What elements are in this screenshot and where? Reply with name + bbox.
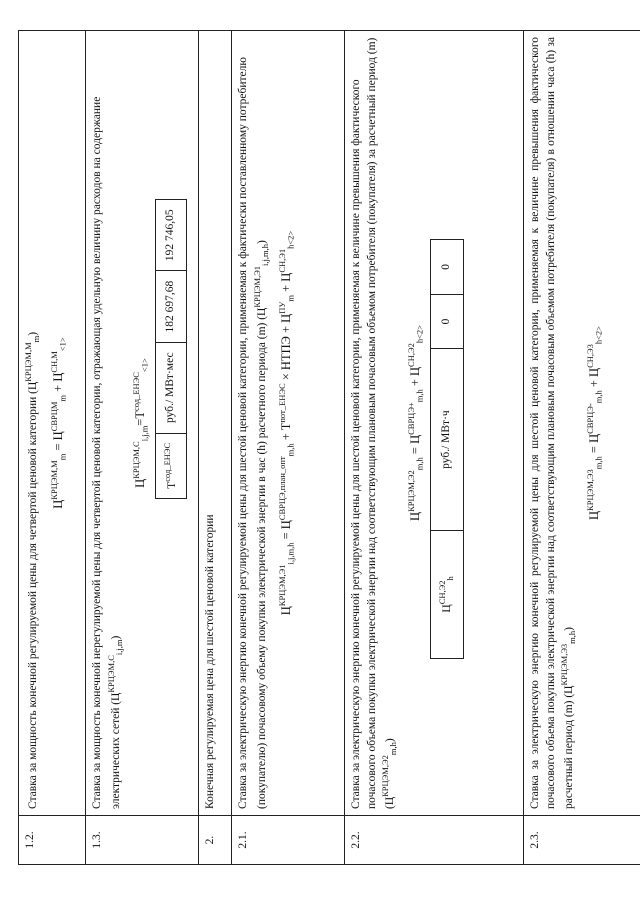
value-unit: руб./ МВт·мес — [156, 342, 187, 433]
table-row — [86, 31, 199, 865]
table-row — [524, 31, 640, 865]
value-table — [430, 239, 464, 659]
row-description: Ставка за электрическую энергию конечной регулируемой цены для шестой ценовой категории, применяемая к величине превышения фактического почасового объема покупки электрической энергии над соответствующим плановым почасовым объемом потребителя (покупателя) за расчетный период (m) $(Ц^{КРЦЭМ,Э2}_{m,h})$ — [350, 37, 399, 809]
row-number: 2.2. — [345, 816, 524, 865]
value-label: $Ц^{СН,Э2}_h$ — [430, 530, 463, 658]
value-2: 0 — [430, 240, 463, 295]
value-table — [155, 199, 187, 499]
value-1: 182 697,68 — [156, 271, 187, 342]
table-row — [345, 31, 524, 865]
formula: $Ц^{КРЦЭМ,Э1}_{i,j,m,h} = Ц^{СВРЦЭ,план\_опт}_{m,h} + T^{пот\_ЕНЭС}$ × НТПЭ + $Ц^{ПУ}_m + Ц^{СН,Э1}_{h<2>}$ — [277, 230, 296, 616]
table-row — [19, 31, 86, 865]
row-number: 1.3. — [86, 816, 199, 865]
row-description: Ставка за электрическую энергию конечной регулируемой цены для шестой ценовой категории, применяемая к величине превышения фактического почасового объема покупки электрической энергии над соответствующим плановым почасовым объемом потребителя (покупателя) в отношении часа (h) за расчетный период (m) $(Ц^{КРЦЭМ,Э3}_{m,h})$ — [529, 37, 578, 809]
row-content — [345, 31, 524, 816]
value-2: 192 746,05 — [156, 200, 187, 271]
row-number: 2.3. — [524, 816, 640, 865]
table-row — [232, 31, 345, 865]
value-label: $T^{сод\_ЕНЭС}$ — [156, 433, 187, 498]
row-number: 1.2. — [19, 816, 86, 865]
value-unit: руб./ МВт·ч — [430, 349, 463, 530]
formula: $Ц^{КРЦЭМ,С}_{i,j,m}=T^{сод\_ЕНЭС}_{<1>}$ — [131, 358, 150, 488]
row-content — [232, 31, 345, 816]
row-number: 2. — [199, 816, 232, 865]
row-content — [19, 31, 86, 816]
row-description: Ставка за мощность конечной регулируемой цены для четвертой ценовой категории $(Ц^{КРЦЭМ,М}_m)$ — [23, 331, 42, 809]
formula: $Ц^{КРЦЭМ,М}_m = Ц^{СВРЦМ}_m + Ц^{СН,М}_{<1>}$ — [48, 337, 68, 509]
row-content — [524, 31, 640, 816]
table-row — [199, 31, 232, 865]
row-content — [86, 31, 199, 816]
row-number: 2.1. — [232, 816, 345, 865]
value-1: 0 — [430, 294, 463, 349]
row-description: Ставка за мощность конечной нерегулируемой цены для четвертой ценовой категории, отражающая удельную величину расходов на содержание электрических сетей $(Ц^{КРЦЭМ,С}_{i,j,m})$ — [91, 96, 124, 809]
row-description: Конечная регулируемая цена для шестой ценовой категории — [199, 31, 232, 816]
tariff-table — [18, 30, 640, 865]
row-description: Ставка за электрическую энергию конечной регулируемой цены для шестой ценовой категории, применяемая к фактически поставленному потребителю (покупателю) почасовому объему покупки электрической энергии в час (h) расчетного периода (m) $(Ц^{КРЦЭМ,Э1}_{i,j,m,h})$ — [237, 57, 270, 809]
formula: $Ц^{КРЦЭМ,Э2}_{m,h} = Ц^{СВРЦЭ+}_{m,h} + Ц^{СН,Э2}_{h<2>}$ — [405, 325, 425, 521]
formula: $Ц^{КРЦЭМ,Э3}_{m,h} = Ц^{СВРЦЭ-}_{m,h} + Ц^{СН,Э3}_{h<2>}$ — [584, 326, 604, 520]
